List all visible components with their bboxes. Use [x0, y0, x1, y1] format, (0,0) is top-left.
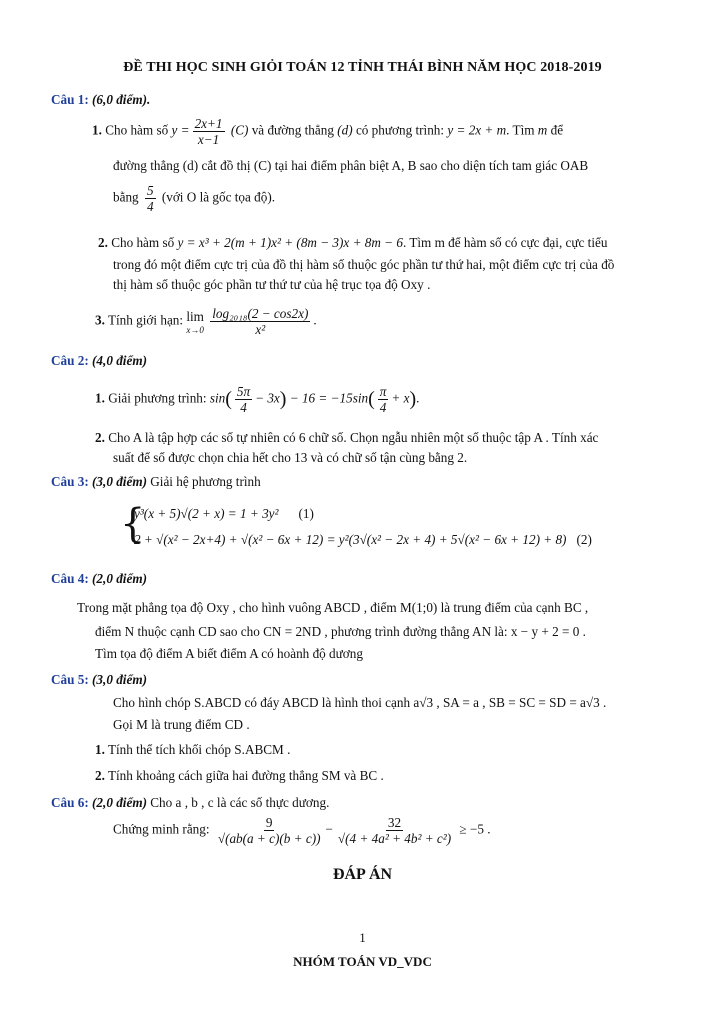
q1-part1-y: y = — [171, 122, 190, 138]
paren-open: ( — [368, 388, 375, 410]
q1-points: (6,0 điểm). — [92, 92, 151, 107]
fraction-denominator: 4 — [146, 199, 154, 214]
q1-part2-line1 — [98, 235, 607, 251]
q4-line3: Tìm tọa độ điểm A biết điểm A có hoành độ dương — [95, 646, 363, 661]
q3-system — [120, 502, 600, 552]
q5-points: (3,0 điểm) — [92, 672, 147, 687]
q2-part2-text: Cho A là tập hợp các số tự nhiên có 6 chữ số. Chọn ngẫu nhiên một số thuộc tập A . Tính xác — [108, 430, 599, 445]
q6-minus: − — [325, 821, 333, 837]
paren-open: ( — [225, 388, 232, 410]
equation-tag: (1) — [298, 506, 314, 521]
q2-heading — [51, 353, 147, 369]
q3-text: Giải hệ phương trình — [150, 474, 261, 489]
q5-label: Câu 5: — [51, 672, 89, 687]
q2-part1-number: 1. — [95, 390, 105, 406]
q1-part1-line1 — [92, 116, 563, 147]
fraction-denominator: x−1 — [197, 132, 220, 147]
q2-part1-text: Giải phương trình: — [108, 390, 207, 406]
q5-line1: Cho hình chóp S.ABCD có đáy ABCD là hình thoi cạnh a√3 , SA = a , SB = SC = SD = a√3 . — [113, 695, 607, 710]
q1-part2-text-b: . Tìm m để hàm số có cực đại, cực tiểu — [402, 235, 608, 250]
footer-group-name: NHÓM TOÁN VD_VDC — [293, 954, 432, 969]
q2-part1 — [95, 384, 419, 415]
q1-part3-limit — [186, 309, 204, 335]
q3-equation-2 — [134, 532, 592, 548]
q6-fraction-1 — [216, 815, 323, 846]
limit-subscript: x→0 — [186, 324, 204, 335]
q1-part3-fraction — [210, 306, 310, 337]
q3-points: (3,0 điểm) — [92, 474, 147, 489]
fraction-numerator: log₂₀₁₈(2 − cos2x) — [212, 306, 309, 321]
q2-eq-sin: sin — [209, 390, 226, 406]
q6-prove-label: Chứng minh rằng: — [113, 821, 210, 837]
q5-part2-number: 2. — [95, 768, 105, 783]
q2-frac-5pi-4 — [235, 384, 252, 415]
q1-part1-line2: đường thẳng (d) cắt đồ thị (C) tại hai điểm phân biệt A, B sao cho diện tích tam giác OAB — [113, 158, 589, 173]
q1-part1-fraction — [193, 116, 225, 147]
q6-heading — [51, 795, 329, 811]
q1-part1-text-b: và đường thẳng — [251, 122, 334, 138]
fraction-numerator: 32 — [387, 815, 402, 830]
q2-eq-middle: − 16 = −15sin — [289, 390, 369, 406]
equation-tag: (2) — [576, 532, 592, 547]
q1-part1-text-d: . Tìm — [506, 122, 535, 138]
q1-part1-line-equation: y = 2x + m — [447, 122, 507, 138]
q2-eq-minus-3x: − 3x — [255, 390, 280, 406]
q1-part1-text-a: Cho hàm số — [105, 122, 169, 138]
paren-close: ) — [409, 388, 417, 410]
q2-frac-pi-4 — [378, 384, 389, 415]
q2-points: (4,0 điểm) — [92, 353, 147, 368]
q1-part2-number: 2. — [98, 235, 108, 250]
q6-text: Cho a , b , c là các số thực dương. — [150, 795, 330, 810]
q5-heading — [51, 672, 147, 688]
q5-part2 — [95, 768, 384, 784]
q2-part1-period: . — [416, 390, 420, 406]
q5-part2-text: Tính khoảng cách giữa hai đường thẳng SM và BC . — [107, 768, 384, 783]
q2-part2-number: 2. — [95, 430, 105, 445]
limit-operator: lim — [186, 308, 204, 324]
fraction-numerator: 5π — [236, 384, 251, 399]
q1-part3-text: Tính giới hạn: — [107, 312, 184, 328]
q1-part1-fraction-area — [145, 183, 156, 214]
q3-label: Câu 3: — [51, 474, 89, 489]
q1-part1-text-e: để — [550, 122, 564, 138]
answer-heading: ĐÁP ÁN — [332, 866, 393, 883]
q1-part2-line2: trong đó một điểm cực trị của đồ thị hàm số thuộc góc phần tư thứ hai, một điểm cực trị của đồ — [113, 257, 615, 272]
q1-label: Câu 1: — [51, 92, 89, 107]
q6-inequality — [113, 815, 491, 846]
q2-part2-line1 — [95, 430, 598, 446]
q2-eq-plus-x: + x — [391, 390, 410, 406]
q4-label: Câu 4: — [51, 571, 89, 586]
q1-part1-text-origin: (với O là gốc tọa độ). — [161, 189, 276, 205]
q4-line2: điểm N thuộc cạnh CD sao cho CN = 2ND , phương trình đường thẳng AN là: x − y + 2 = 0 . — [95, 624, 586, 639]
q6-inequality-end: ≥ −5 . — [459, 821, 491, 837]
q1-part1-text-bang: bằng — [113, 189, 139, 205]
q5-part1-text: Tính thể tích khối chóp S.ABCM . — [107, 742, 291, 757]
q6-fraction-2 — [336, 815, 453, 846]
q1-part2-function: y = x³ + 2(m + 1)x² + (8m − 3)x + 8m − 6 — [177, 235, 403, 250]
document-title: ĐỀ THI HỌC SINH GIỎI TOÁN 12 TỈNH THÁI BÌNH NĂM HỌC 2018-2019 — [123, 60, 602, 75]
q1-part2-text-a: Cho hàm số — [111, 235, 175, 250]
q1-part1-number: 1. — [92, 122, 102, 138]
page-number: 1 — [359, 930, 366, 945]
q1-part1-line-d: (d) — [337, 122, 353, 138]
fraction-denominator: x² — [255, 322, 266, 337]
q1-part3 — [95, 306, 317, 337]
q1-part3-period: . — [313, 312, 317, 328]
q2-label: Câu 2: — [51, 353, 89, 368]
q1-part1-curve: (C) — [230, 122, 249, 138]
q3-heading — [51, 474, 261, 490]
system-brace: { — [120, 501, 146, 547]
equation-text: y³(x + 5)√(2 + x) = 1 + 3y² — [134, 506, 279, 521]
q1-part3-number: 3. — [95, 312, 105, 328]
q1-part1-m: m — [537, 122, 548, 138]
q4-heading — [51, 571, 147, 587]
fraction-denominator: 4 — [240, 400, 247, 415]
q2-part2-line2: suất để số được chọn chia hết cho 13 và có chữ số tận cùng bằng 2. — [113, 450, 468, 465]
fraction-numerator: 5 — [146, 183, 154, 198]
fraction-numerator: 9 — [265, 815, 273, 830]
q5-part1 — [95, 742, 290, 758]
q3-equation-1 — [134, 506, 314, 522]
q1-part1-line3 — [113, 183, 275, 214]
q6-label: Câu 6: — [51, 795, 89, 810]
fraction-denominator: 4 — [379, 400, 387, 415]
q4-line1: Trong mặt phẳng tọa độ Oxy , cho hình vuông ABCD , điểm M(1;0) là trung điểm của cạnh BC , — [77, 600, 589, 615]
fraction-denominator: √(ab(a + c)(b + c)) — [217, 831, 321, 846]
fraction-numerator: π — [379, 384, 387, 399]
q6-points: (2,0 điểm) — [92, 795, 147, 810]
q5-part1-number: 1. — [95, 742, 105, 757]
equation-text: 2 + √(x² − 2x+4) + √(x² − 6x + 12) = y²(3√(x² − 2x + 4) + 5√(x² − 6x + 12) + 8) — [134, 532, 567, 547]
q4-points: (2,0 điểm) — [92, 571, 147, 586]
q1-heading — [51, 92, 150, 108]
q1-part2-line3: thị hàm số thuộc góc phần tư thứ tư của hệ trục tọa độ Oxy . — [113, 277, 431, 292]
paren-close: ) — [279, 388, 287, 410]
q1-part1-text-c: có phương trình: — [355, 122, 445, 138]
q5-line2: Gọi M là trung điểm CD . — [113, 717, 250, 732]
fraction-denominator: √(4 + 4a² + 4b² + c²) — [337, 831, 452, 846]
fraction-numerator: 2x+1 — [194, 116, 223, 131]
